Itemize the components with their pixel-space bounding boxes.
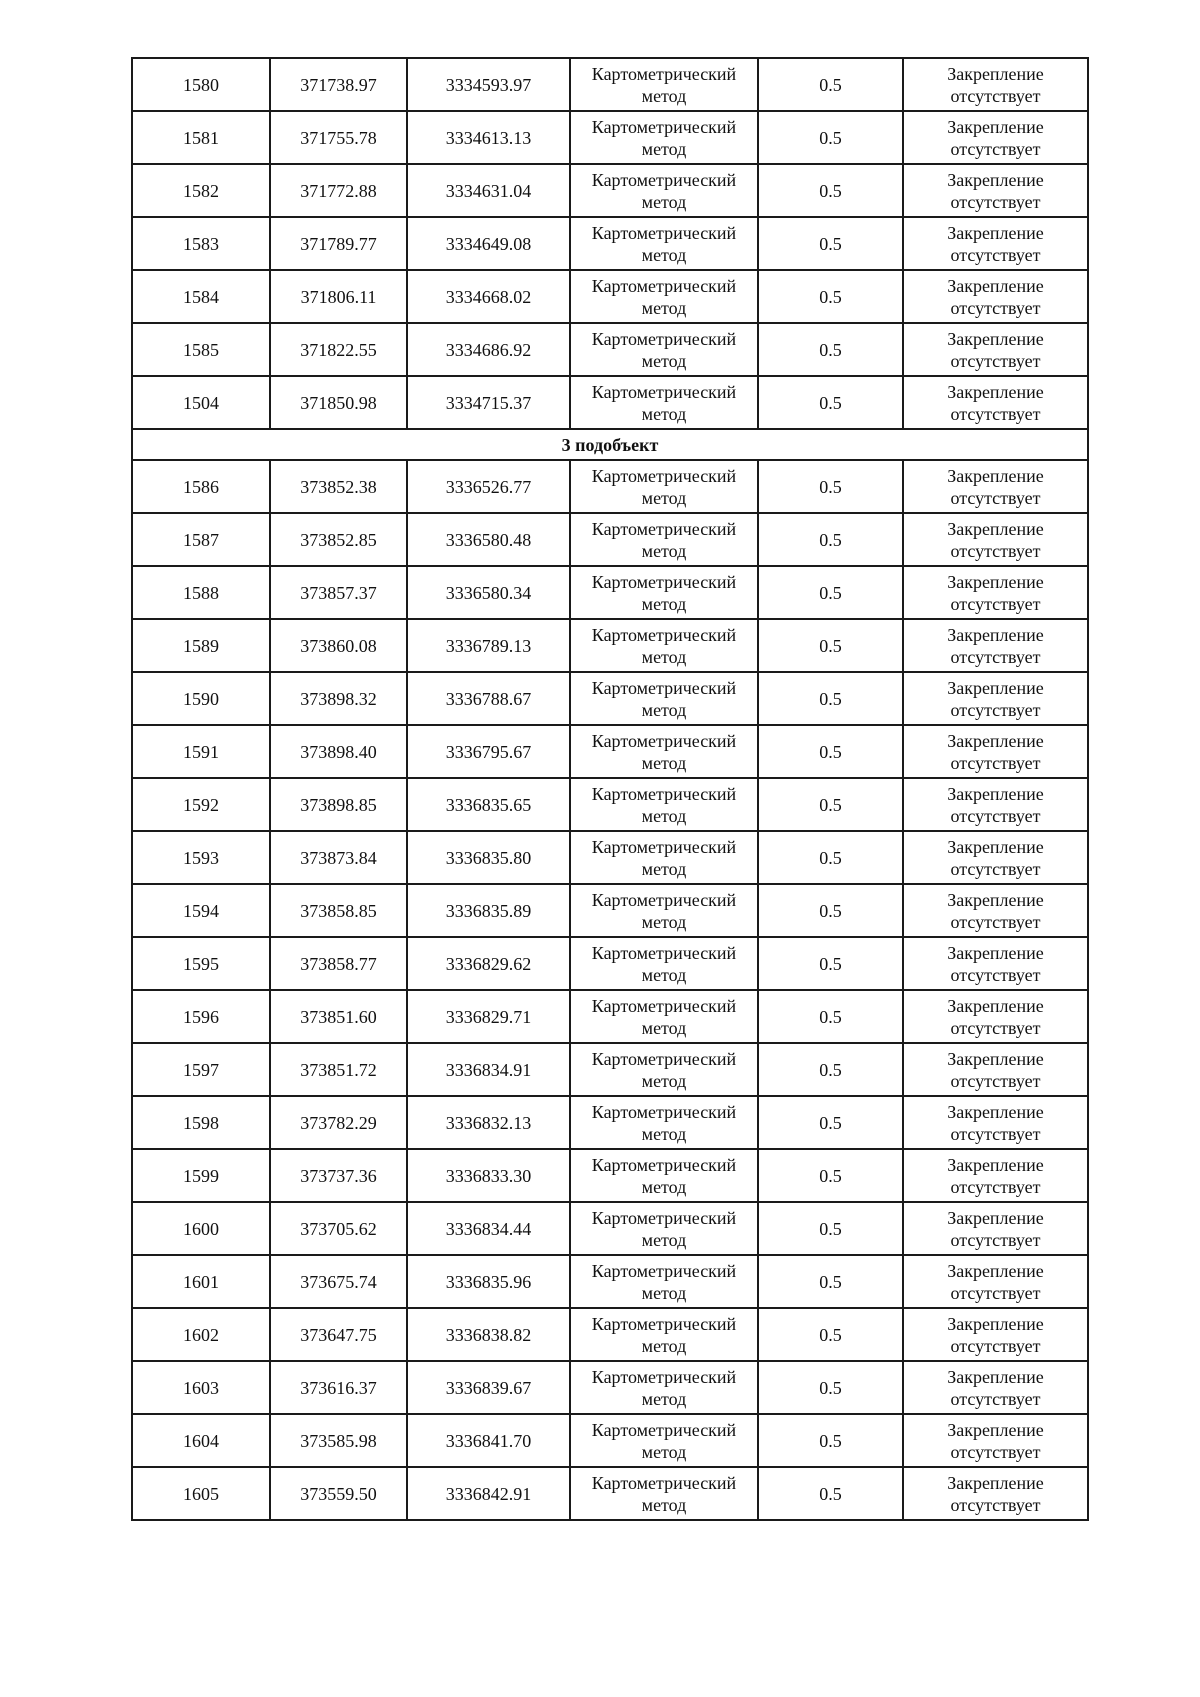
table-row	[132, 376, 1088, 429]
table-row	[132, 270, 1088, 323]
point-number-cell: 1595	[132, 937, 270, 990]
method-cell: Картометрический метод	[570, 323, 758, 376]
method-cell: Картометрический метод	[570, 1308, 758, 1361]
accuracy-cell: 0.5	[758, 1467, 903, 1520]
fixing-description-cell: Закрепление отсутствует	[903, 1361, 1088, 1414]
coordinate-y-cell: 3336789.13	[407, 619, 570, 672]
table-row	[132, 884, 1088, 937]
coordinate-x-cell: 373559.50	[270, 1467, 407, 1520]
method-cell: Картометрический метод	[570, 1361, 758, 1414]
accuracy-cell: 0.5	[758, 323, 903, 376]
method-cell: Картометрический метод	[570, 884, 758, 937]
table-row	[132, 513, 1088, 566]
method-cell: Картометрический метод	[570, 513, 758, 566]
table-row	[132, 1202, 1088, 1255]
coordinate-x-cell: 373857.37	[270, 566, 407, 619]
coordinate-y-cell: 3334593.97	[407, 58, 570, 111]
coordinate-x-cell: 373675.74	[270, 1255, 407, 1308]
fixing-description-cell: Закрепление отсутствует	[903, 270, 1088, 323]
accuracy-cell: 0.5	[758, 270, 903, 323]
point-number-cell: 1596	[132, 990, 270, 1043]
table-row	[132, 1467, 1088, 1520]
boundary-points-table	[131, 57, 1089, 1521]
accuracy-cell: 0.5	[758, 111, 903, 164]
fixing-description-cell: Закрепление отсутствует	[903, 460, 1088, 513]
document-page	[131, 57, 1087, 1521]
coordinate-x-cell: 373737.36	[270, 1149, 407, 1202]
fixing-description-cell: Закрепление отсутствует	[903, 1414, 1088, 1467]
fixing-description-cell: Закрепление отсутствует	[903, 725, 1088, 778]
fixing-description-cell: Закрепление отсутствует	[903, 778, 1088, 831]
fixing-description-cell: Закрепление отсутствует	[903, 672, 1088, 725]
table-row	[132, 1043, 1088, 1096]
point-number-cell: 1603	[132, 1361, 270, 1414]
section-header-row	[132, 429, 1088, 460]
coordinate-y-cell: 3334715.37	[407, 376, 570, 429]
coordinate-x-cell: 373898.85	[270, 778, 407, 831]
point-number-cell: 1600	[132, 1202, 270, 1255]
method-cell: Картометрический метод	[570, 672, 758, 725]
accuracy-cell: 0.5	[758, 619, 903, 672]
coordinate-x-cell: 373858.85	[270, 884, 407, 937]
coordinate-y-cell: 3334613.13	[407, 111, 570, 164]
method-cell: Картометрический метод	[570, 990, 758, 1043]
point-number-cell: 1598	[132, 1096, 270, 1149]
coordinate-y-cell: 3336835.80	[407, 831, 570, 884]
fixing-description-cell: Закрепление отсутствует	[903, 164, 1088, 217]
table-row	[132, 831, 1088, 884]
point-number-cell: 1594	[132, 884, 270, 937]
method-cell: Картометрический метод	[570, 1467, 758, 1520]
coordinate-y-cell: 3336835.65	[407, 778, 570, 831]
coordinate-y-cell: 3336841.70	[407, 1414, 570, 1467]
accuracy-cell: 0.5	[758, 1255, 903, 1308]
coordinate-x-cell: 373898.32	[270, 672, 407, 725]
coordinate-y-cell: 3336835.89	[407, 884, 570, 937]
coordinate-x-cell: 373705.62	[270, 1202, 407, 1255]
accuracy-cell: 0.5	[758, 58, 903, 111]
accuracy-cell: 0.5	[758, 376, 903, 429]
method-cell: Картометрический метод	[570, 164, 758, 217]
table-row	[132, 566, 1088, 619]
coordinate-y-cell: 3336842.91	[407, 1467, 570, 1520]
coordinate-y-cell: 3336833.30	[407, 1149, 570, 1202]
coordinate-y-cell: 3334668.02	[407, 270, 570, 323]
point-number-cell: 1581	[132, 111, 270, 164]
table-row	[132, 1149, 1088, 1202]
accuracy-cell: 0.5	[758, 672, 903, 725]
coordinate-y-cell: 3336838.82	[407, 1308, 570, 1361]
method-cell: Картометрический метод	[570, 460, 758, 513]
coordinate-x-cell: 373898.40	[270, 725, 407, 778]
method-cell: Картометрический метод	[570, 1096, 758, 1149]
method-cell: Картометрический метод	[570, 1202, 758, 1255]
fixing-description-cell: Закрепление отсутствует	[903, 1043, 1088, 1096]
fixing-description-cell: Закрепление отсутствует	[903, 1202, 1088, 1255]
fixing-description-cell: Закрепление отсутствует	[903, 58, 1088, 111]
table-row	[132, 164, 1088, 217]
fixing-description-cell: Закрепление отсутствует	[903, 1149, 1088, 1202]
method-cell: Картометрический метод	[570, 1255, 758, 1308]
table-body-after-section	[132, 460, 1088, 1520]
method-cell: Картометрический метод	[570, 217, 758, 270]
method-cell: Картометрический метод	[570, 725, 758, 778]
accuracy-cell: 0.5	[758, 1096, 903, 1149]
method-cell: Картометрический метод	[570, 270, 758, 323]
method-cell: Картометрический метод	[570, 58, 758, 111]
fixing-description-cell: Закрепление отсутствует	[903, 937, 1088, 990]
method-cell: Картометрический метод	[570, 619, 758, 672]
coordinate-x-cell: 373860.08	[270, 619, 407, 672]
point-number-cell: 1604	[132, 1414, 270, 1467]
fixing-description-cell: Закрепление отсутствует	[903, 990, 1088, 1043]
accuracy-cell: 0.5	[758, 1043, 903, 1096]
fixing-description-cell: Закрепление отсутствует	[903, 884, 1088, 937]
point-number-cell: 1588	[132, 566, 270, 619]
accuracy-cell: 0.5	[758, 164, 903, 217]
accuracy-cell: 0.5	[758, 831, 903, 884]
point-number-cell: 1582	[132, 164, 270, 217]
fixing-description-cell: Закрепление отсутствует	[903, 831, 1088, 884]
table-body-before-section	[132, 58, 1088, 429]
point-number-cell: 1580	[132, 58, 270, 111]
table-row	[132, 990, 1088, 1043]
method-cell: Картометрический метод	[570, 566, 758, 619]
fixing-description-cell: Закрепление отсутствует	[903, 1255, 1088, 1308]
coordinate-y-cell: 3336580.48	[407, 513, 570, 566]
fixing-description-cell: Закрепление отсутствует	[903, 1308, 1088, 1361]
coordinate-y-cell: 3336829.71	[407, 990, 570, 1043]
coordinate-y-cell: 3336580.34	[407, 566, 570, 619]
accuracy-cell: 0.5	[758, 778, 903, 831]
coordinate-y-cell: 3336788.67	[407, 672, 570, 725]
coordinate-x-cell: 371822.55	[270, 323, 407, 376]
coordinate-x-cell: 373616.37	[270, 1361, 407, 1414]
accuracy-cell: 0.5	[758, 937, 903, 990]
coordinate-y-cell: 3334686.92	[407, 323, 570, 376]
table-row	[132, 778, 1088, 831]
coordinate-y-cell: 3336795.67	[407, 725, 570, 778]
coordinate-x-cell: 371738.97	[270, 58, 407, 111]
table-row	[132, 1096, 1088, 1149]
fixing-description-cell: Закрепление отсутствует	[903, 1467, 1088, 1520]
coordinate-x-cell: 371806.11	[270, 270, 407, 323]
method-cell: Картометрический метод	[570, 831, 758, 884]
point-number-cell: 1584	[132, 270, 270, 323]
coordinate-x-cell: 373852.85	[270, 513, 407, 566]
coordinate-y-cell: 3336834.44	[407, 1202, 570, 1255]
accuracy-cell: 0.5	[758, 990, 903, 1043]
table-row	[132, 1308, 1088, 1361]
table-row	[132, 1361, 1088, 1414]
method-cell: Картометрический метод	[570, 111, 758, 164]
section-title: 3 подобъект	[132, 429, 1088, 460]
accuracy-cell: 0.5	[758, 1308, 903, 1361]
coordinate-x-cell: 371755.78	[270, 111, 407, 164]
point-number-cell: 1585	[132, 323, 270, 376]
point-number-cell: 1589	[132, 619, 270, 672]
coordinate-y-cell: 3336835.96	[407, 1255, 570, 1308]
fixing-description-cell: Закрепление отсутствует	[903, 376, 1088, 429]
coordinate-x-cell: 373873.84	[270, 831, 407, 884]
table-row	[132, 1414, 1088, 1467]
accuracy-cell: 0.5	[758, 460, 903, 513]
coordinate-y-cell: 3334649.08	[407, 217, 570, 270]
accuracy-cell: 0.5	[758, 566, 903, 619]
section-header-group	[132, 429, 1088, 460]
fixing-description-cell: Закрепление отсутствует	[903, 1096, 1088, 1149]
accuracy-cell: 0.5	[758, 1361, 903, 1414]
point-number-cell: 1599	[132, 1149, 270, 1202]
coordinate-x-cell: 373852.38	[270, 460, 407, 513]
accuracy-cell: 0.5	[758, 884, 903, 937]
fixing-description-cell: Закрепление отсутствует	[903, 619, 1088, 672]
coordinate-x-cell: 371850.98	[270, 376, 407, 429]
accuracy-cell: 0.5	[758, 1202, 903, 1255]
accuracy-cell: 0.5	[758, 1149, 903, 1202]
point-number-cell: 1504	[132, 376, 270, 429]
table-row	[132, 672, 1088, 725]
point-number-cell: 1605	[132, 1467, 270, 1520]
point-number-cell: 1597	[132, 1043, 270, 1096]
coordinate-x-cell: 373782.29	[270, 1096, 407, 1149]
coordinate-x-cell: 373851.60	[270, 990, 407, 1043]
coordinate-y-cell: 3336832.13	[407, 1096, 570, 1149]
point-number-cell: 1602	[132, 1308, 270, 1361]
table-row	[132, 619, 1088, 672]
fixing-description-cell: Закрепление отсутствует	[903, 513, 1088, 566]
point-number-cell: 1583	[132, 217, 270, 270]
coordinate-x-cell: 373647.75	[270, 1308, 407, 1361]
table-row	[132, 1255, 1088, 1308]
table-row	[132, 937, 1088, 990]
coordinate-y-cell: 3334631.04	[407, 164, 570, 217]
method-cell: Картометрический метод	[570, 1043, 758, 1096]
method-cell: Картометрический метод	[570, 937, 758, 990]
fixing-description-cell: Закрепление отсутствует	[903, 111, 1088, 164]
table-row	[132, 58, 1088, 111]
method-cell: Картометрический метод	[570, 376, 758, 429]
accuracy-cell: 0.5	[758, 725, 903, 778]
fixing-description-cell: Закрепление отсутствует	[903, 217, 1088, 270]
coordinate-x-cell: 373851.72	[270, 1043, 407, 1096]
accuracy-cell: 0.5	[758, 513, 903, 566]
point-number-cell: 1586	[132, 460, 270, 513]
coordinate-y-cell: 3336526.77	[407, 460, 570, 513]
fixing-description-cell: Закрепление отсутствует	[903, 323, 1088, 376]
table-row	[132, 217, 1088, 270]
point-number-cell: 1590	[132, 672, 270, 725]
accuracy-cell: 0.5	[758, 217, 903, 270]
point-number-cell: 1591	[132, 725, 270, 778]
table-row	[132, 725, 1088, 778]
method-cell: Картометрический метод	[570, 1414, 758, 1467]
table-row	[132, 323, 1088, 376]
accuracy-cell: 0.5	[758, 1414, 903, 1467]
coordinate-y-cell: 3336839.67	[407, 1361, 570, 1414]
method-cell: Картометрический метод	[570, 778, 758, 831]
point-number-cell: 1601	[132, 1255, 270, 1308]
fixing-description-cell: Закрепление отсутствует	[903, 566, 1088, 619]
coordinate-y-cell: 3336829.62	[407, 937, 570, 990]
point-number-cell: 1593	[132, 831, 270, 884]
point-number-cell: 1587	[132, 513, 270, 566]
method-cell: Картометрический метод	[570, 1149, 758, 1202]
coordinate-x-cell: 371789.77	[270, 217, 407, 270]
table-row	[132, 460, 1088, 513]
coordinate-y-cell: 3336834.91	[407, 1043, 570, 1096]
table-row	[132, 111, 1088, 164]
coordinate-x-cell: 373858.77	[270, 937, 407, 990]
coordinate-x-cell: 373585.98	[270, 1414, 407, 1467]
coordinate-x-cell: 371772.88	[270, 164, 407, 217]
point-number-cell: 1592	[132, 778, 270, 831]
